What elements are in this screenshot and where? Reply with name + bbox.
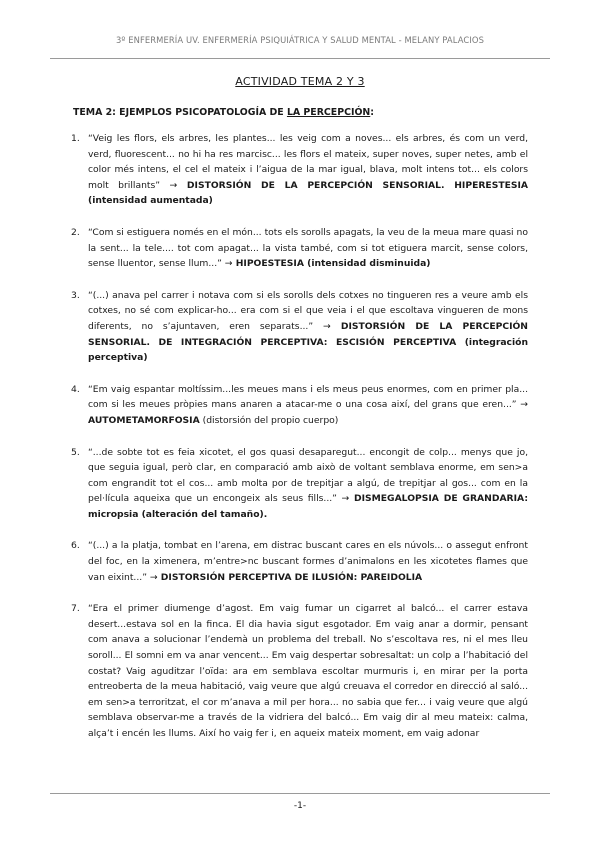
item-diagnosis: DISMEGALOPSIA DE GRANDARIA: micropsia (alteración del tamaño). bbox=[88, 493, 529, 520]
list-item bbox=[71, 445, 529, 523]
list-item bbox=[71, 288, 528, 366]
list-item bbox=[71, 131, 529, 209]
item-number: 5. bbox=[71, 446, 80, 458]
item-number: 4. bbox=[71, 383, 80, 395]
item-diagnosis: DISTORSIÓN DE LA PERCEPCIÓN SENSORIAL. DE INTEGRACIÓN PERCEPTIVA: ESCISIÓN PERCEPTIVA (integración perceptiva) bbox=[88, 320, 528, 364]
list-item bbox=[71, 601, 528, 741]
item-diagnosis: AUTOMETAMORFOSIA bbox=[88, 414, 200, 426]
list-item bbox=[71, 382, 528, 429]
section-heading-prefix: TEMA 2: EJEMPLOS PSICOPATOLOGÍA DE bbox=[73, 107, 287, 118]
running-header: 3º ENFERMERÍA UV. ENFERMERÍA PSIQUIÁTRICA Y SALUD MENTAL - MELANY PALACIOS bbox=[115, 35, 485, 45]
header-divider bbox=[50, 58, 550, 59]
page-number: -1- bbox=[293, 801, 307, 811]
item-diagnosis: HIPOESTESIA (intensidad disminuida) bbox=[232, 258, 431, 270]
section-heading-suffix: : bbox=[370, 107, 375, 118]
item-diagnosis: DISTORSIÓN DE LA PERCEPCIÓN SENSORIAL. HIPERESTESIA (intensidad aumentada) bbox=[88, 179, 529, 207]
item-quote: “...de sobte tot es feia xicotet, el gos quasi desaparegut... encongit de colp... menys que jo, que seguia igual, però clar, en comparació amb això de voltant semblava enorme, em sen>a com engrandit tot el cos... amb molta por de trepitjar a algú, de trepitjar al gos... com en la pel·lícula aqueixa que un encongeix als seus fills...” → bbox=[88, 446, 528, 505]
section-heading bbox=[73, 107, 374, 118]
section-heading-underlined: LA PERCEPCIÓN bbox=[286, 107, 371, 118]
document-title: ACTIVIDAD TEMA 2 Y 3 bbox=[235, 75, 365, 88]
item-quote: “Em vaig espantar moltíssim...les meues mans i els meus peus enormes, com en primer pla... com si les meues pròpies mans anaren a atacar-me o una cosa així, del grans que eren...” → bbox=[88, 383, 528, 411]
item-number: 1. bbox=[71, 133, 80, 144]
examples-list bbox=[71, 131, 529, 742]
item-note: (distorsión del propio cuerpo) bbox=[199, 414, 339, 426]
list-item bbox=[71, 538, 528, 585]
item-number: 2. bbox=[71, 226, 80, 238]
item-quote: “Era el primer diumenge d’agost. Em vaig fumar un cigarret al balcó... el carrer estava desert...estava sol en la finca. El dia havia sigut esgotador. Em vaig anar a dormir, pensant com anava a solucionar l’endemà un problema del treball. No s’escoltava res, ni el mes lleu soroll... El somni em va anar vencent... Em vaig despertar sobresaltat: un colp a l’habitació del costat? Vaig aguditzar l’oïda: ara em semblava escoltar murmuris i, en mirar per la porta entreoberta de la meua habitació, vaig veure que algú creuava el corredor en direcció al saló... em sen>a terroritzat, el cor m’anava a mil per hora... no sabia que fer... i vaig veure que algú semblava observar-me a través de la vidriera del balcó... Em vaig dir al meu mateix: calma, alça’t i encén les llums. Així ho vaig fer i, en aqueix mateix moment, em vaig adonar bbox=[88, 603, 528, 739]
item-quote: “Com si estiguera només en el món... tots els sorolls apagats, la veu de la meua mare quasi no la sent... la tele.... tot com apagat... la vista també, com si tot etiguera marcit, sense colors, sense lluentor, sense llum...” → bbox=[88, 226, 528, 270]
item-number: 6. bbox=[71, 540, 80, 552]
item-number: 3. bbox=[71, 289, 80, 301]
footer-divider bbox=[50, 793, 550, 794]
item-number: 7. bbox=[71, 603, 80, 615]
item-diagnosis: DISTORSIÓN PERCEPTIVA DE ILUSIÓN: PAREIDOLIA bbox=[157, 571, 423, 583]
item-quote: “(...) a la platja, tombat en l’arena, em distrac buscant cares en els núvols... o assegut enfront del foc, en la ximenera, m’entre>nc buscant formes d’animalons en les xicotetes flames que van eixint...” → bbox=[88, 540, 528, 583]
item-quote: “Veig les flors, els arbres, les plantes... les veig com a noves... els arbres, és com un verd, verd, fluorescent... no hi ha res marcisc... les flors el mateix, super noves, super netes, amb el color més intens, el cel el mateix i l’aigua de la mar igual, blava, molt intens tot... els colors molt brillants” → bbox=[88, 133, 528, 191]
item-quote: “(...) anava pel carrer i notava com si els sorolls dels cotxes no tingueren res a veure amb els cotxes, no sé com explicar-ho... era com si el que veia i el que escoltava vingueren de mons diferents, no s’ajuntaven, eren separats...” → bbox=[88, 289, 528, 332]
list-item bbox=[71, 225, 528, 272]
